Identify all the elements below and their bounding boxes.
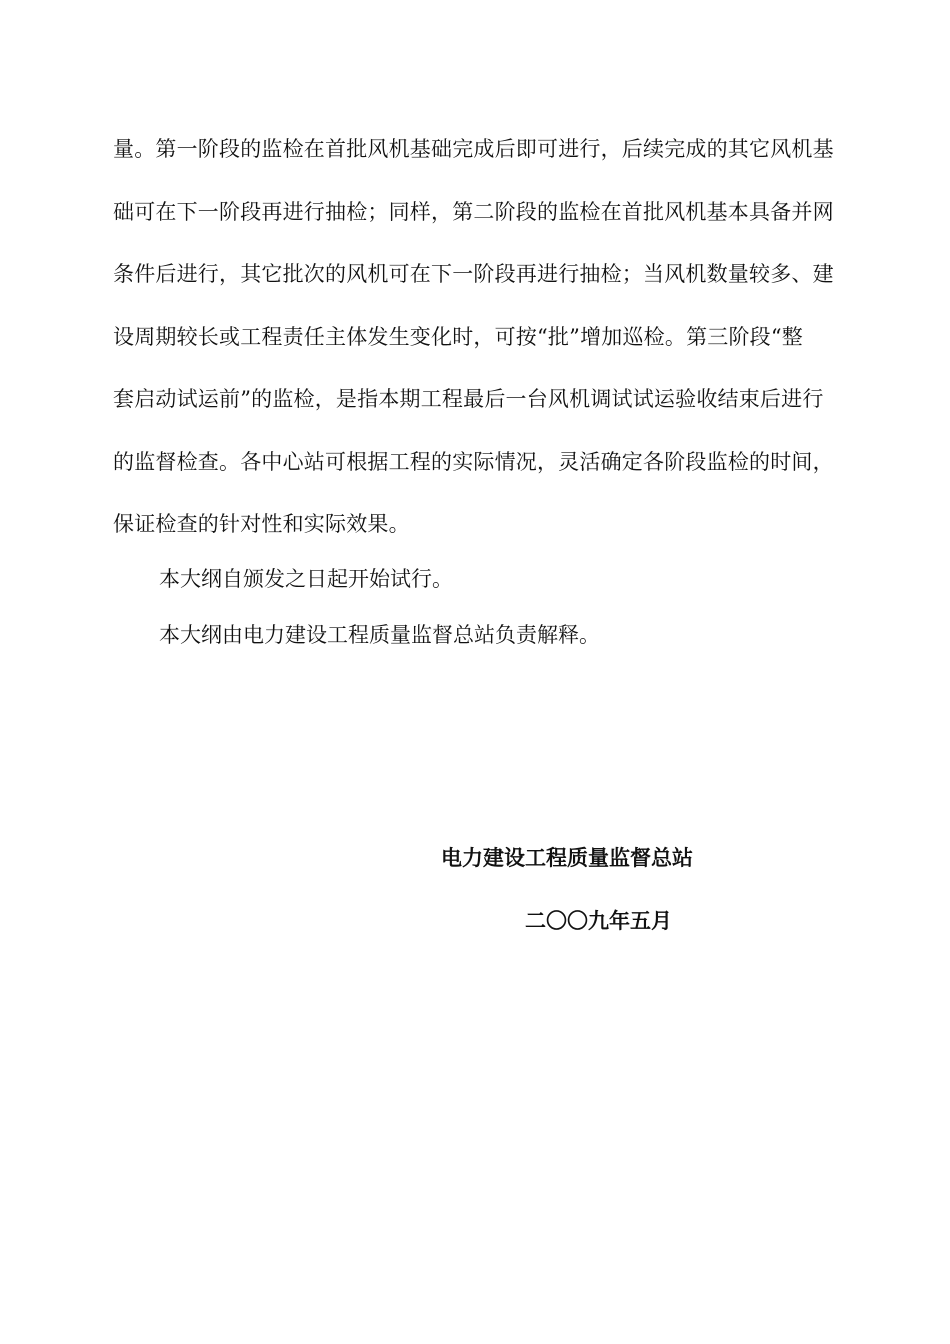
body-line-3: 条件后进行，其它批次的风机可在下一阶段再进行抽检；当风机数量较多、建	[113, 262, 834, 286]
interpretation-paragraph: 本大纲由电力建设工程质量监督总站负责解释。	[159, 623, 600, 647]
signature-date: 二〇〇九年五月	[525, 909, 672, 933]
trial-paragraph: 本大纲自颁发之日起开始试行。	[159, 567, 453, 591]
body-line-1: 量。第一阶段的监检在首批风机基础完成后即可进行，后续完成的其它风机基	[113, 137, 834, 161]
body-paragraph	[113, 126, 878, 564]
body-line-7: 保证检查的针对性和实际效果。	[113, 512, 410, 536]
body-line-5: 套启动试运前”的监检，是指本期工程最后一台风机调试试运验收结束后进行	[113, 387, 824, 411]
body-line-4: 设周期较长或工程责任主体发生变化时，可按“批”增加巡检。第三阶段“整	[113, 324, 804, 349]
body-line-6: 的监督检查。各中心站可根据工程的实际情况，灵活确定各阶段监检的时间，	[113, 449, 834, 474]
signature-organization: 电力建设工程质量监督总站	[441, 846, 693, 870]
body-line-2: 础可在下一阶段再进行抽检；同样，第二阶段的监检在首批风机基本具备并网	[113, 199, 834, 224]
